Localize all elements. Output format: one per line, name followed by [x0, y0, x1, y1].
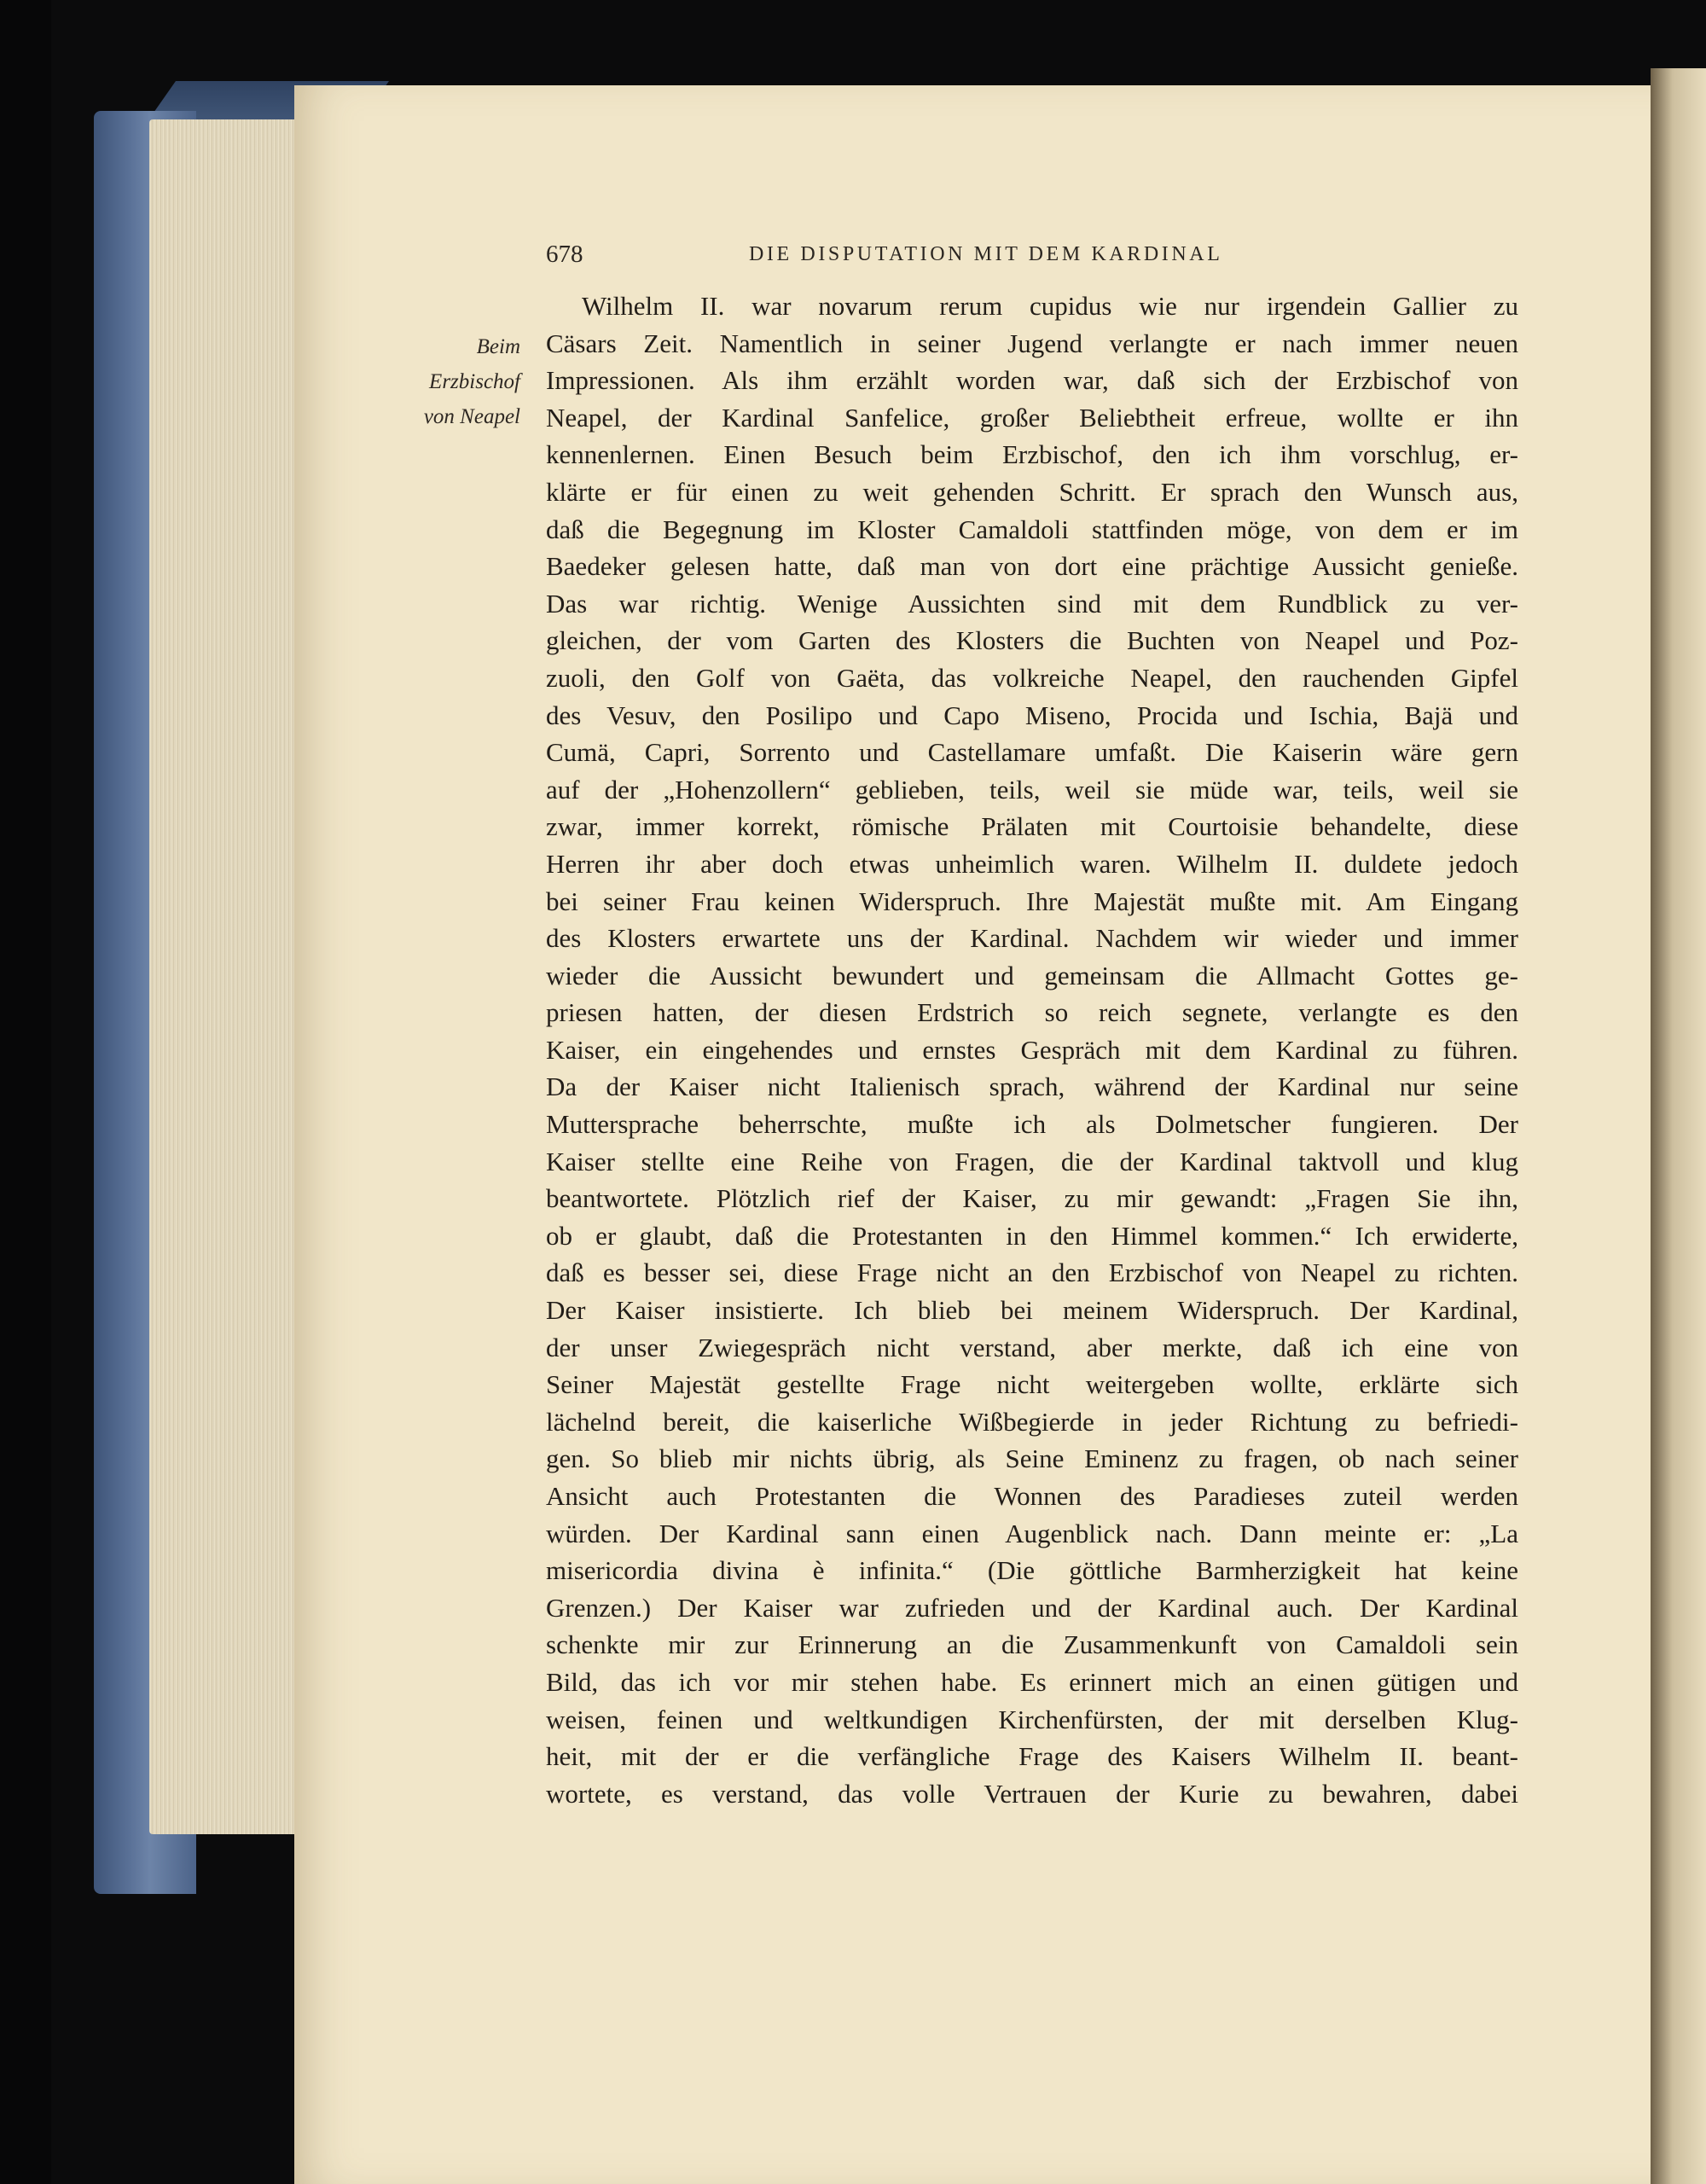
- text-line: gen. So blieb mir nichts übrig, als Seine Eminenz zu fragen, ob nach seiner: [546, 1443, 1518, 1474]
- text-line: Wilhelm II. war novarum rerum cupidus wie nur irgendein Gallier zu: [582, 291, 1518, 321]
- page-edges: [149, 119, 299, 1834]
- text-line: ob er glaubt, daß die Protestanten in den Himmel kommen.“ Ich erwiderte,: [546, 1220, 1518, 1251]
- text-line: des Klosters erwartete uns der Kardinal. Nachdem wir wieder und immer: [546, 923, 1518, 954]
- text-line: bei seiner Frau keinen Widerspruch. Ihre Majestät mußte mit. Am Eingang: [546, 886, 1518, 916]
- text-line: Der Kaiser insistierte. Ich blieb bei meinem Widerspruch. Der Kardinal,: [546, 1295, 1518, 1326]
- text-line: des Vesuv, den Posilipo und Capo Miseno, Procida und Ischia, Bajä und: [546, 700, 1518, 730]
- text-line: Kaiser stellte eine Reihe von Fragen, die der Kardinal taktvoll und klug: [546, 1146, 1518, 1176]
- text-line: zwar, immer korrekt, römische Prälaten mit Courtoisie behandelte, diese: [546, 811, 1518, 842]
- text-line: Ansicht auch Protestanten die Wonnen des Paradieses zuteil werden: [546, 1481, 1518, 1511]
- text-line: schenkte mir zur Erinnerung an die Zusammenkunft von Camaldoli sein: [546, 1629, 1518, 1660]
- text-line: Cumä, Capri, Sorrento und Castellamare umfaßt. Die Kaiserin wäre gern: [546, 737, 1518, 768]
- margin-note: [375, 329, 520, 434]
- text-line: würden. Der Kardinal sann einen Augenblick nach. Dann meinte er: „La: [546, 1518, 1518, 1548]
- text-line: Neapel, der Kardinal Sanfelice, großer Beliebtheit erfreue, wollte er ihn: [546, 402, 1518, 433]
- margin-note-line: Beim: [476, 335, 520, 358]
- text-line: klärte er für einen zu weit gehenden Schritt. Er sprach den Wunsch aus,: [546, 476, 1518, 507]
- text-line: Seiner Majestät gestellte Frage nicht weitergeben wollte, erklärte sich: [546, 1369, 1518, 1400]
- text-line: daß die Begegnung im Kloster Camaldoli stattfinden möge, von dem er im: [546, 514, 1518, 544]
- text-line: heit, mit der er die verfängliche Frage des Kaisers Wilhelm II. beant-: [546, 1741, 1518, 1772]
- text-line: weisen, feinen und weltkundigen Kirchenfürsten, der mit derselben Klug-: [546, 1704, 1518, 1734]
- text-line: priesen hatten, der diesen Erdstrich so reich segnete, verlangte es den: [546, 997, 1518, 1028]
- text-line: Cäsars Zeit. Namentlich in seiner Jugend verlangte er nach immer neuen: [546, 328, 1518, 358]
- text-line: daß es besser sei, diese Frage nicht an den Erzbischof von Neapel zu richten.: [546, 1258, 1518, 1288]
- text-line: beantwortete. Plötzlich rief der Kaiser, zu mir gewandt: „Fragen Sie ihn,: [546, 1183, 1518, 1214]
- text-line: Baedeker gelesen hatte, daß man von dort eine prächtige Aussicht genieße.: [546, 551, 1518, 582]
- text-line: Muttersprache beherrschte, mußte ich als Dolmetscher fungieren. Der: [546, 1109, 1518, 1140]
- facing-page-edge: [1651, 68, 1706, 2184]
- body-text: [546, 288, 1518, 1812]
- text-line: wieder die Aussicht bewundert und gemeinsam die Allmacht Gottes ge-: [546, 960, 1518, 990]
- text-line: zuoli, den Golf von Gaëta, das volkreiche Neapel, den rauchenden Gipfel: [546, 662, 1518, 693]
- text-line: Kaiser, ein eingehendes und ernstes Gespräch mit dem Kardinal zu führen.: [546, 1034, 1518, 1065]
- text-line: kennenlernen. Einen Besuch beim Erzbischof, den ich ihm vorschlug, er-: [546, 439, 1518, 470]
- margin-note-line: Erzbischof: [429, 370, 520, 393]
- chapter-title: DIE DISPUTATION MIT DEM KARDINAL: [749, 243, 1223, 265]
- text-line: Bild, das ich vor mir stehen habe. Es erinnert mich an einen gütigen und: [546, 1666, 1518, 1697]
- text-line: auf der „Hohenzollern“ geblieben, teils, weil sie müde war, teils, weil sie: [546, 774, 1518, 804]
- text-line: Herren ihr aber doch etwas unheimlich waren. Wilhelm II. duldete jedoch: [546, 848, 1518, 879]
- text-line: Impressionen. Als ihm erzählt worden war, daß sich der Erzbischof von: [546, 365, 1518, 396]
- text-line: misericordia divina è infinita.“ (Die göttliche Barmherzigkeit hat keine: [546, 1555, 1518, 1586]
- scan-background: [0, 0, 51, 2184]
- margin-note-line: von Neapel: [423, 405, 520, 428]
- text-line: gleichen, der vom Garten des Klosters die Buchten von Neapel und Poz-: [546, 625, 1518, 656]
- page-number: 678: [546, 241, 583, 268]
- text-line: Das war richtig. Wenige Aussichten sind mit dem Rundblick zu ver-: [546, 588, 1518, 619]
- text-line: Da der Kaiser nicht Italienisch sprach, während der Kardinal nur seine: [546, 1072, 1518, 1102]
- text-line: wortete, es verstand, das volle Vertrauen der Kurie zu bewahren, dabei: [546, 1778, 1518, 1809]
- running-header: [546, 241, 1514, 275]
- text-line: lächelnd bereit, die kaiserliche Wißbegierde in jeder Richtung zu befriedi-: [546, 1406, 1518, 1437]
- text-line: der unser Zwiegespräch nicht verstand, aber merkte, daß ich eine von: [546, 1332, 1518, 1362]
- text-line: Grenzen.) Der Kaiser war zufrieden und der Kardinal auch. Der Kardinal: [546, 1592, 1518, 1623]
